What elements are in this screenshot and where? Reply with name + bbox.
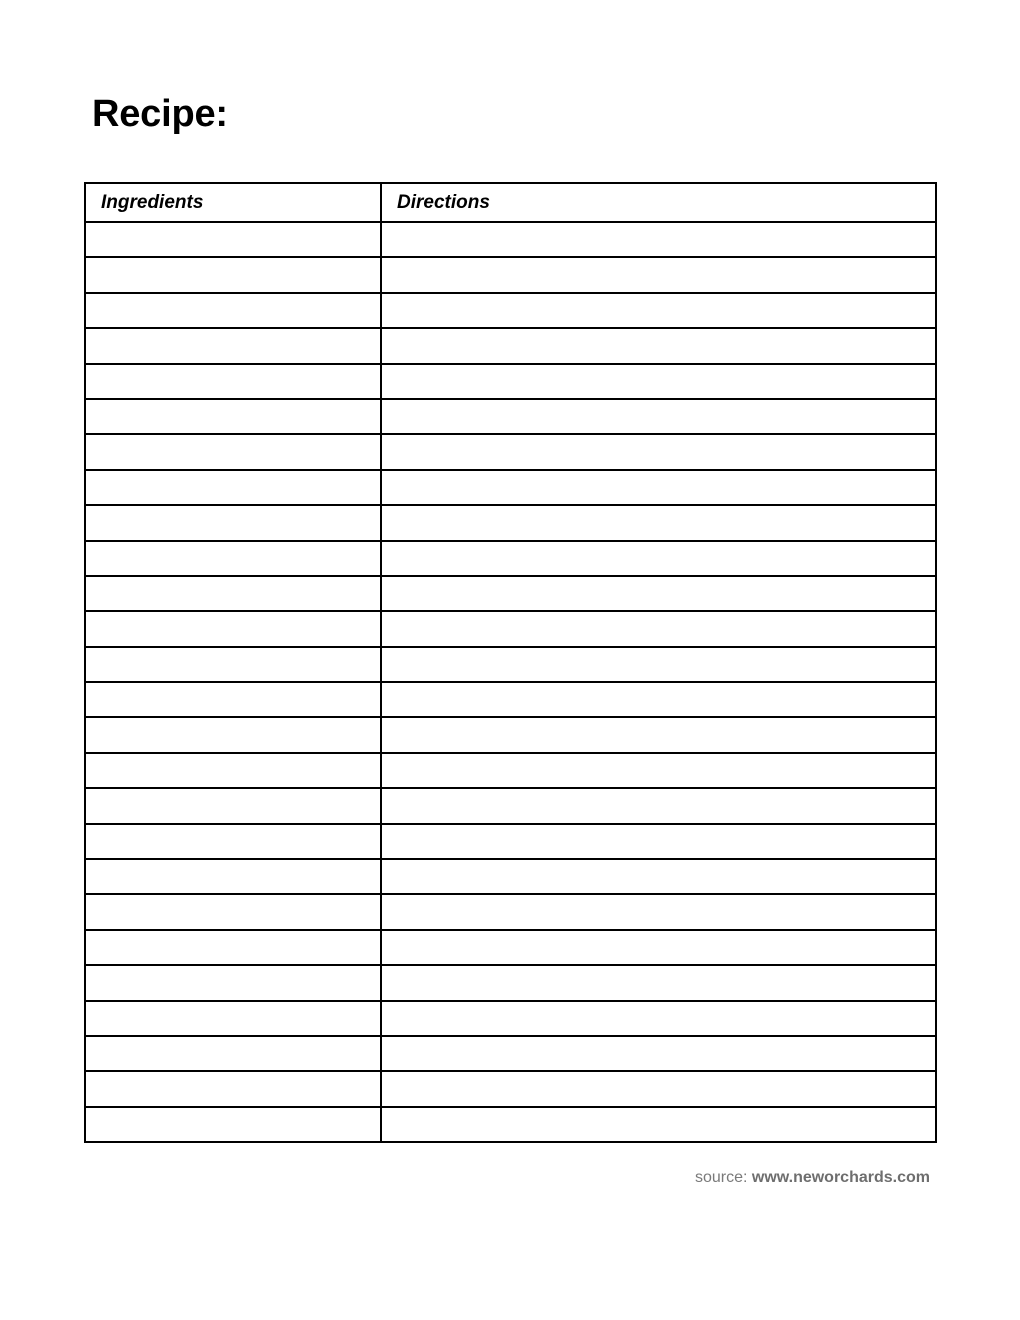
ingredient-cell[interactable] <box>85 399 381 434</box>
ingredient-cell[interactable] <box>85 611 381 646</box>
direction-cell[interactable] <box>381 788 936 823</box>
ingredient-cell[interactable] <box>85 930 381 965</box>
direction-cell[interactable] <box>381 576 936 611</box>
ingredients-column-header: Ingredients <box>85 183 381 222</box>
direction-cell[interactable] <box>381 293 936 328</box>
table-row <box>85 1071 936 1106</box>
table-row <box>85 541 936 576</box>
direction-cell[interactable] <box>381 930 936 965</box>
ingredient-cell[interactable] <box>85 965 381 1000</box>
table-row <box>85 505 936 540</box>
source-url: www.neworchards.com <box>751 1169 930 1186</box>
table-row <box>85 788 936 823</box>
direction-cell[interactable] <box>381 505 936 540</box>
table-header-row <box>85 183 936 222</box>
ingredient-cell[interactable] <box>85 328 381 363</box>
ingredient-cell[interactable] <box>85 434 381 469</box>
ingredient-cell[interactable] <box>85 824 381 859</box>
direction-cell[interactable] <box>381 1071 936 1106</box>
direction-cell[interactable] <box>381 257 936 292</box>
direction-cell[interactable] <box>381 222 936 257</box>
direction-cell[interactable] <box>381 894 936 929</box>
table-row <box>85 647 936 682</box>
page-title: Recipe: <box>92 93 228 135</box>
direction-cell[interactable] <box>381 1001 936 1036</box>
table-row <box>85 257 936 292</box>
table-row <box>85 364 936 399</box>
direction-cell[interactable] <box>381 859 936 894</box>
table-row <box>85 717 936 752</box>
direction-cell[interactable] <box>381 328 936 363</box>
ingredient-cell[interactable] <box>85 647 381 682</box>
source-label: source: <box>694 1169 752 1186</box>
ingredient-cell[interactable] <box>85 257 381 292</box>
table-row <box>85 1036 936 1071</box>
ingredient-cell[interactable] <box>85 470 381 505</box>
ingredient-cell[interactable] <box>85 894 381 929</box>
table-row <box>85 328 936 363</box>
direction-cell[interactable] <box>381 470 936 505</box>
table-row <box>85 222 936 257</box>
table-row <box>85 399 936 434</box>
ingredient-cell[interactable] <box>85 788 381 823</box>
ingredient-cell[interactable] <box>85 541 381 576</box>
ingredient-cell[interactable] <box>85 717 381 752</box>
ingredient-cell[interactable] <box>85 505 381 540</box>
direction-cell[interactable] <box>381 1036 936 1071</box>
table-row <box>85 859 936 894</box>
table-row <box>85 293 936 328</box>
ingredient-cell[interactable] <box>85 859 381 894</box>
direction-cell[interactable] <box>381 965 936 1000</box>
direction-cell[interactable] <box>381 541 936 576</box>
ingredient-cell[interactable] <box>85 682 381 717</box>
ingredient-cell[interactable] <box>85 364 381 399</box>
ingredient-cell[interactable] <box>85 222 381 257</box>
table-row <box>85 434 936 469</box>
table-row <box>85 1107 936 1142</box>
table-row <box>85 753 936 788</box>
ingredient-cell[interactable] <box>85 576 381 611</box>
direction-cell[interactable] <box>381 682 936 717</box>
direction-cell[interactable] <box>381 434 936 469</box>
direction-cell[interactable] <box>381 717 936 752</box>
table-row <box>85 576 936 611</box>
recipe-table <box>84 182 937 1143</box>
table-row <box>85 894 936 929</box>
direction-cell[interactable] <box>381 753 936 788</box>
table-row <box>85 965 936 1000</box>
direction-cell[interactable] <box>381 824 936 859</box>
direction-cell[interactable] <box>381 364 936 399</box>
table-row <box>85 1001 936 1036</box>
direction-cell[interactable] <box>381 647 936 682</box>
source-note <box>695 1169 930 1187</box>
table-row <box>85 824 936 859</box>
ingredient-cell[interactable] <box>85 753 381 788</box>
table-row <box>85 611 936 646</box>
table-row <box>85 682 936 717</box>
recipe-rows <box>85 222 936 1142</box>
direction-cell[interactable] <box>381 611 936 646</box>
ingredient-cell[interactable] <box>85 1001 381 1036</box>
directions-column-header: Directions <box>381 183 936 222</box>
ingredient-cell[interactable] <box>85 1036 381 1071</box>
ingredient-cell[interactable] <box>85 1107 381 1142</box>
ingredient-cell[interactable] <box>85 293 381 328</box>
table-row <box>85 470 936 505</box>
direction-cell[interactable] <box>381 1107 936 1142</box>
table-row <box>85 930 936 965</box>
ingredient-cell[interactable] <box>85 1071 381 1106</box>
direction-cell[interactable] <box>381 399 936 434</box>
